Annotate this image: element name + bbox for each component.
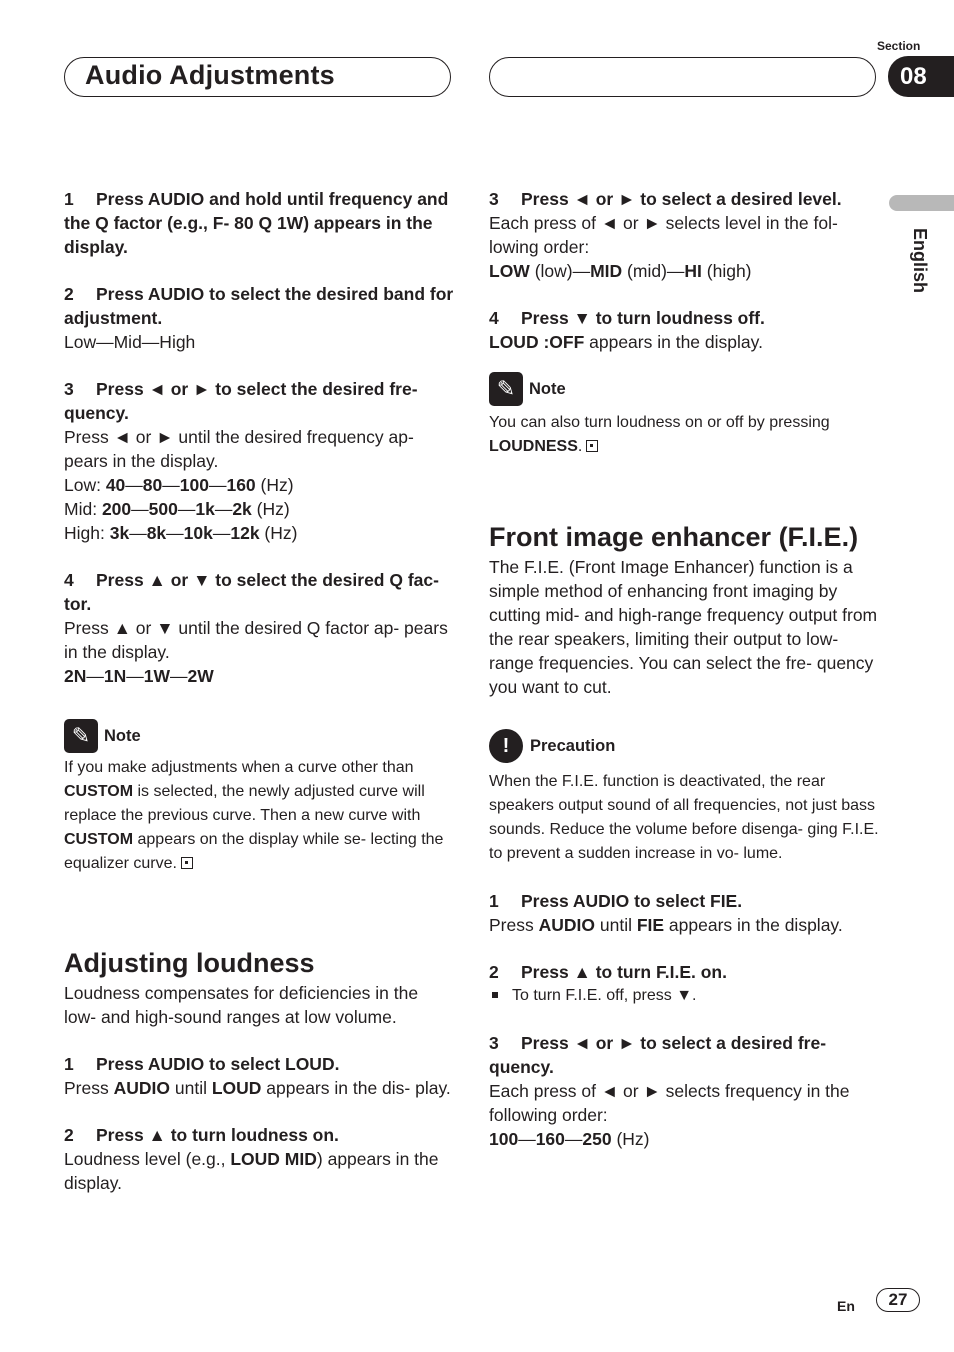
end-mark-icon: [586, 440, 598, 452]
eq-step-1: 1 Press AUDIO and hold until frequency and the Q factor (e.g., F- 80 Q 1W) appears in the display.: [64, 189, 449, 257]
eq-step-4: 4 Press ▲ or ▼ to select the desired Q fac- tor.: [64, 570, 439, 614]
eq-step-3: 3 Press ◄ or ► to select the desired fre- quency.: [64, 379, 418, 423]
side-language-label: English: [910, 228, 930, 294]
fie-step-3: 3 Press ◄ or ► to select a desired fre- quency.: [489, 1033, 827, 1077]
fie-step-2-bullet: To turn F.I.E. off, press ▼.: [489, 984, 879, 1008]
header-blank-box: [489, 57, 876, 97]
level-order: LOW (low)—MID (mid)—HI (high): [489, 261, 752, 281]
q-factor-row: 2N—1N—1W—2W: [64, 666, 214, 686]
loud-step-4-body: LOUD :OFF appears in the display.: [489, 332, 763, 352]
fie-intro: The F.I.E. (Front Image Enhancer) function is a simple method of enhancing front imaging by cutting mid- and high-range frequency output from the rear speakers, limiting their output to low-range frequencies. You can select the fre- quency you want to cut.: [489, 557, 878, 697]
loud-step-2-body: Loudness level (e.g., LOUD MID) appears in the display.: [64, 1149, 439, 1193]
loud-step-1: 1 Press AUDIO to select LOUD.: [64, 1054, 340, 1074]
end-mark-icon: [181, 857, 193, 869]
eq-step-4-body: Press ▲ or ▼ until the desired Q factor ap- pears in the display.: [64, 618, 448, 662]
pencil-icon: ✎: [64, 719, 98, 753]
left-column: [64, 187, 454, 1195]
heading-fie: Front image enhancer (F.I.E.): [489, 522, 859, 552]
bullet-square-icon: [492, 992, 498, 998]
freq-high-row: High: 3k—8k—10k—12k (Hz): [64, 523, 298, 543]
loud-step-1-body: Press AUDIO until LOUD appears in the dis- play.: [64, 1078, 451, 1098]
fie-step-3-body: Each press of ◄ or ► selects frequency in the following order:: [489, 1081, 850, 1125]
fie-frequency-order: 100—160—250 (Hz): [489, 1129, 650, 1149]
side-language-tab: [889, 195, 954, 211]
section-number-badge: 08: [888, 56, 954, 97]
right-column: [489, 187, 879, 1151]
note-header: ✎ Note: [64, 718, 454, 754]
chapter-title: Audio Adjustments: [85, 60, 335, 90]
loud-step-3: 3 Press ◄ or ► to select a desired level.: [489, 189, 842, 209]
freq-mid-row: Mid: 200—500—1k—2k (Hz): [64, 499, 290, 519]
eq-step-2: 2 Press AUDIO to select the desired band for adjustment.: [64, 284, 454, 328]
fie-step-1: 1 Press AUDIO to select FIE.: [489, 891, 743, 911]
footer-language: En: [837, 1298, 855, 1314]
note-header-2: ✎ Note: [489, 371, 879, 407]
eq-step-2-body: Low—Mid—High: [64, 332, 196, 352]
precaution-header: ! Precaution: [489, 728, 879, 764]
warning-hand-icon: !: [489, 729, 523, 763]
loud-step-2: 2 Press ▲ to turn loudness on.: [64, 1125, 339, 1145]
heading-adjusting-loudness: Adjusting loudness: [64, 948, 315, 978]
section-label: Section: [877, 39, 921, 53]
eq-step-3-body: Press ◄ or ► until the desired frequency ap- pears in the display.: [64, 427, 414, 471]
loud-step-4: 4 Press ▼ to turn loudness off.: [489, 308, 765, 328]
loudness-intro: Loudness compensates for deficiencies in the low- and high-sound ranges at low volume.: [64, 983, 419, 1027]
loud-step-3-body: Each press of ◄ or ► selects level in the fol- lowing order:: [489, 213, 838, 257]
note-text: If you make adjustments when a curve other than CUSTOM is selected, the newly adjusted curve will replace the previous curve. Then a new curve with CUSTOM appears on the display while se- lecting the equalizer curve.: [64, 759, 444, 872]
chapter-title-box: [64, 57, 451, 97]
page-number: 27: [876, 1288, 920, 1312]
precaution-text: When the F.I.E. function is deactivated, the rear speakers output sound of all frequencies, not just bass sounds. Reduce the volume before disenga- ging F.I.E. to prevent a sudden increase in vo- lume.: [489, 773, 879, 862]
note-text-2: You can also turn loudness on or off by pressing LOUDNESS.: [489, 414, 830, 455]
pencil-icon: ✎: [489, 372, 523, 406]
fie-step-2: 2 Press ▲ to turn F.I.E. on.: [489, 962, 727, 982]
fie-step-1-body: Press AUDIO until FIE appears in the display.: [489, 915, 843, 935]
freq-low-row: Low: 40—80—100—160 (Hz): [64, 475, 294, 495]
